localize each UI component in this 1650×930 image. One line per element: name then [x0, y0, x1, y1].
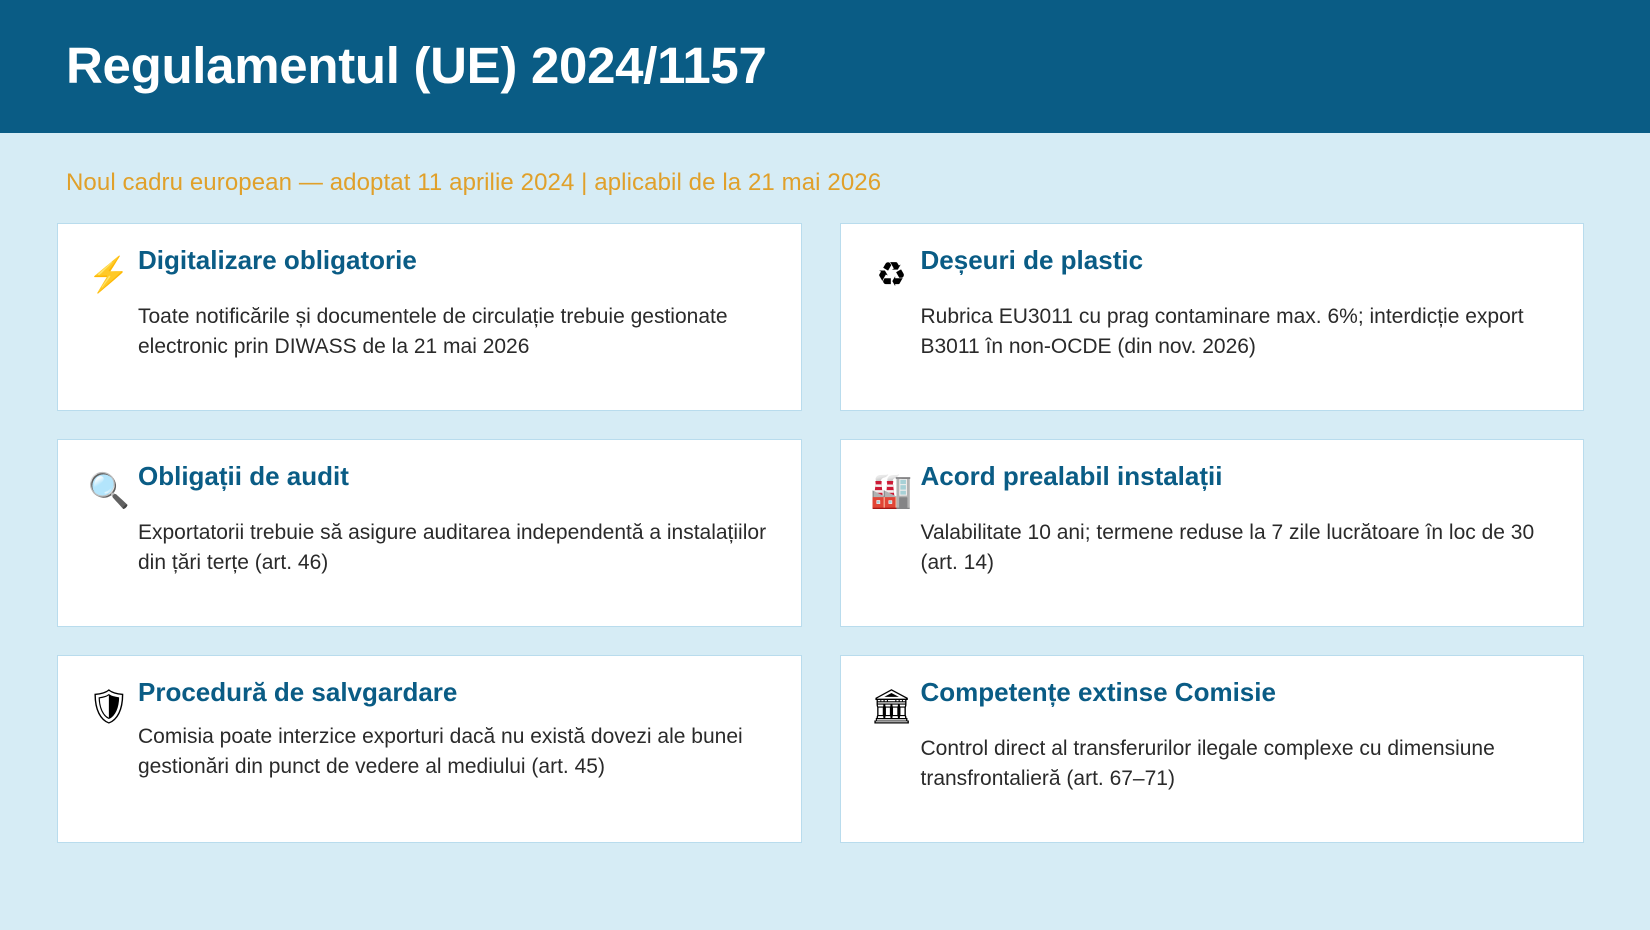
card-text: Comisia poate interzice exporturi dacă nu există dovezi ale bunei gestionări din punct de vedere al mediului (art. 45): [138, 724, 743, 779]
cards-grid: [0, 223, 1650, 843]
header-bar: [0, 0, 1650, 133]
card-body: [138, 246, 775, 363]
card-text: Toate notificările și documentele de circulație trebuie gestionate electronic prin DIWASS de la 21 mai 2026: [138, 304, 728, 359]
card-text: Control direct al transferurilor ilegale complexe cu dimensiune transfrontalieră (art. 67–71): [920, 736, 1495, 791]
classical-building-icon: 🏛: [869, 688, 914, 726]
card-body: [921, 678, 1558, 795]
card-title: Digitalizare obligatorie: [138, 245, 417, 275]
card-body: [921, 246, 1558, 363]
page-title: Regulamentul (UE) 2024/1157: [66, 37, 767, 95]
magnifying-glass-icon: 🔍: [87, 472, 131, 510]
card-obligatii-audit: [57, 439, 802, 627]
card-text: Exportatorii trebuie să asigure auditarea independentă a instalațiilor din țări terțe (art. 46): [138, 520, 767, 575]
card-text: Valabilitate 10 ani; termene reduse la 7 zile lucrătoare în loc de 30 (art. 14): [920, 520, 1535, 575]
card-acord-prealabil: [840, 439, 1585, 627]
card-deseuri-plastic: [840, 223, 1585, 411]
card-title: Competențe extinse Comisie: [920, 677, 1276, 707]
factory-icon: 🏭: [870, 472, 913, 510]
card-competente-comisie: [840, 655, 1585, 843]
card-title: Obligații de audit: [138, 461, 349, 491]
card-body: [921, 462, 1558, 579]
shield-icon: 🛡: [87, 688, 131, 726]
card-body: [138, 462, 775, 579]
card-title: Deșeuri de plastic: [920, 245, 1144, 275]
card-digitalizare: [57, 223, 802, 411]
lightning-bolt-icon: ⚡: [87, 256, 131, 294]
card-text: Rubrica EU3011 cu prag contaminare max. 6%; interdicție export B3011 în non-OCDE (din nov. 2026): [920, 304, 1524, 359]
card-title: Procedură de salvgardare: [138, 677, 458, 707]
subtitle: Noul cadru european — adoptat 11 aprilie 2024 | aplicabil de la 21 mai 2026: [66, 169, 882, 196]
card-title: Acord prealabil instalații: [920, 461, 1223, 491]
card-body: [138, 678, 775, 783]
card-procedura-salvgardare: [57, 655, 802, 843]
recycling-icon: ♻: [876, 256, 907, 294]
